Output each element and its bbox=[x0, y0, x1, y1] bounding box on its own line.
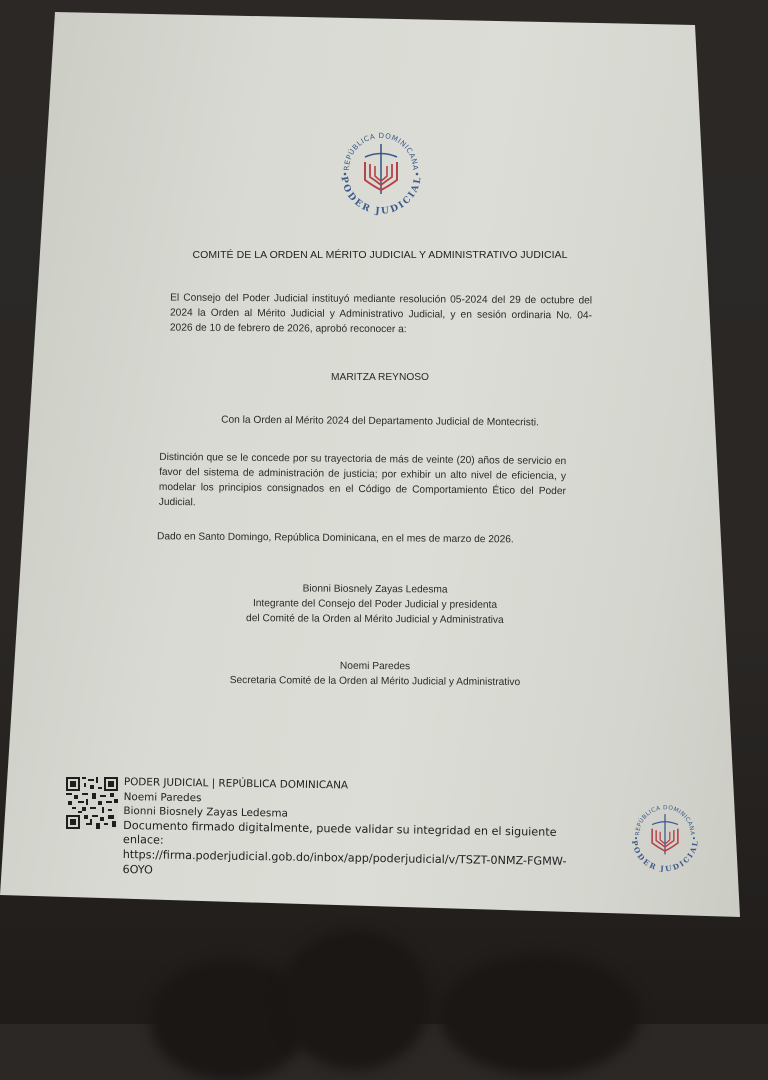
svg-text:PODER JUDICIAL: PODER JUDICIAL bbox=[630, 839, 700, 872]
digital-signature-block bbox=[122, 775, 594, 885]
footer-signer: Noemi Paredes bbox=[123, 790, 202, 804]
signatory-name: Noemi Paredes bbox=[339, 660, 411, 673]
honoree-name: MARITZA REYNOSO bbox=[331, 372, 429, 383]
intro-line: El Consejo del Poder Judicial instituyó mediante resolución 05-2024 del 29 de octubre del bbox=[170, 292, 593, 307]
distinction-line: Distinción que se le concede por su trayectoria de más de veinte (20) años de servicio en bbox=[159, 451, 567, 468]
award-line: Con la Orden al Mérito 2024 del Departamento Judicial de Montecristi. bbox=[221, 414, 539, 429]
validation-link[interactable]: https://firma.poderjudicial.gob.do/inbox/app/poderjudicial/v/TSZT-0NMZ-FGMW-6OYO bbox=[122, 847, 567, 877]
poder-judicial-seal-icon bbox=[335, 124, 427, 216]
footer-validation-note: Documento firmado digitalmente, puede validar su integridad en el siguiente enlace: bbox=[122, 818, 557, 848]
distinction-line: favor del sistema de administración de justicia; por exhibir un alto nivel de eficiencia, y bbox=[159, 466, 567, 483]
signatory-role: Integrante del Consejo del Poder Judicial y presidenta bbox=[252, 598, 498, 611]
signatory-1 bbox=[200, 581, 550, 628]
intro-line: 2026 de 10 de febrero de 2026, aprobó reconocer a: bbox=[169, 322, 407, 336]
distinction-line: Judicial. bbox=[158, 496, 196, 509]
intro-line: 2024 la Orden al Mérito Judicial y Administrativo Judicial, y en sesión ordinaria No. 04- bbox=[169, 307, 593, 322]
intro-paragraph bbox=[170, 291, 592, 339]
signatory-2 bbox=[190, 658, 560, 691]
signatory-role: Secretaria Comité de la Orden al Mérito Judicial y Administrativo bbox=[229, 674, 521, 689]
distinction-line: modelar los principios consignados en el Código de Comportamiento Ético del Poder bbox=[158, 481, 566, 498]
document-title: COMITÉ DE LA ORDEN AL MÉRITO JUDICIAL Y ADMINISTRATIVO JUDICIAL bbox=[192, 249, 568, 261]
svg-text:REPÚBLICA DOMINICANA: REPÚBLICA DOMINICANA bbox=[341, 130, 421, 171]
svg-text:REPÚBLICA DOMINICANA: REPÚBLICA DOMINICANA bbox=[635, 805, 695, 836]
given-line: Dado en Santo Domingo, República Dominicana, en el mes de marzo de 2026. bbox=[156, 531, 514, 546]
footer-signer: Bionni Biosnely Zayas Ledesma bbox=[123, 805, 288, 820]
footer-institution: PODER JUDICIAL | REPÚBLICA DOMINICANA bbox=[123, 775, 349, 792]
svg-text:PODER JUDICIAL: PODER JUDICIAL bbox=[338, 175, 424, 216]
signatory-name: Bionni Biosnely Zayas Ledesma bbox=[302, 583, 448, 596]
qr-code-icon[interactable] bbox=[66, 777, 118, 829]
distinction-paragraph bbox=[159, 450, 567, 514]
signatory-role: del Comité de la Orden al Mérito Judicial y Administrativa bbox=[246, 613, 504, 626]
poder-judicial-seal-icon bbox=[628, 798, 702, 872]
